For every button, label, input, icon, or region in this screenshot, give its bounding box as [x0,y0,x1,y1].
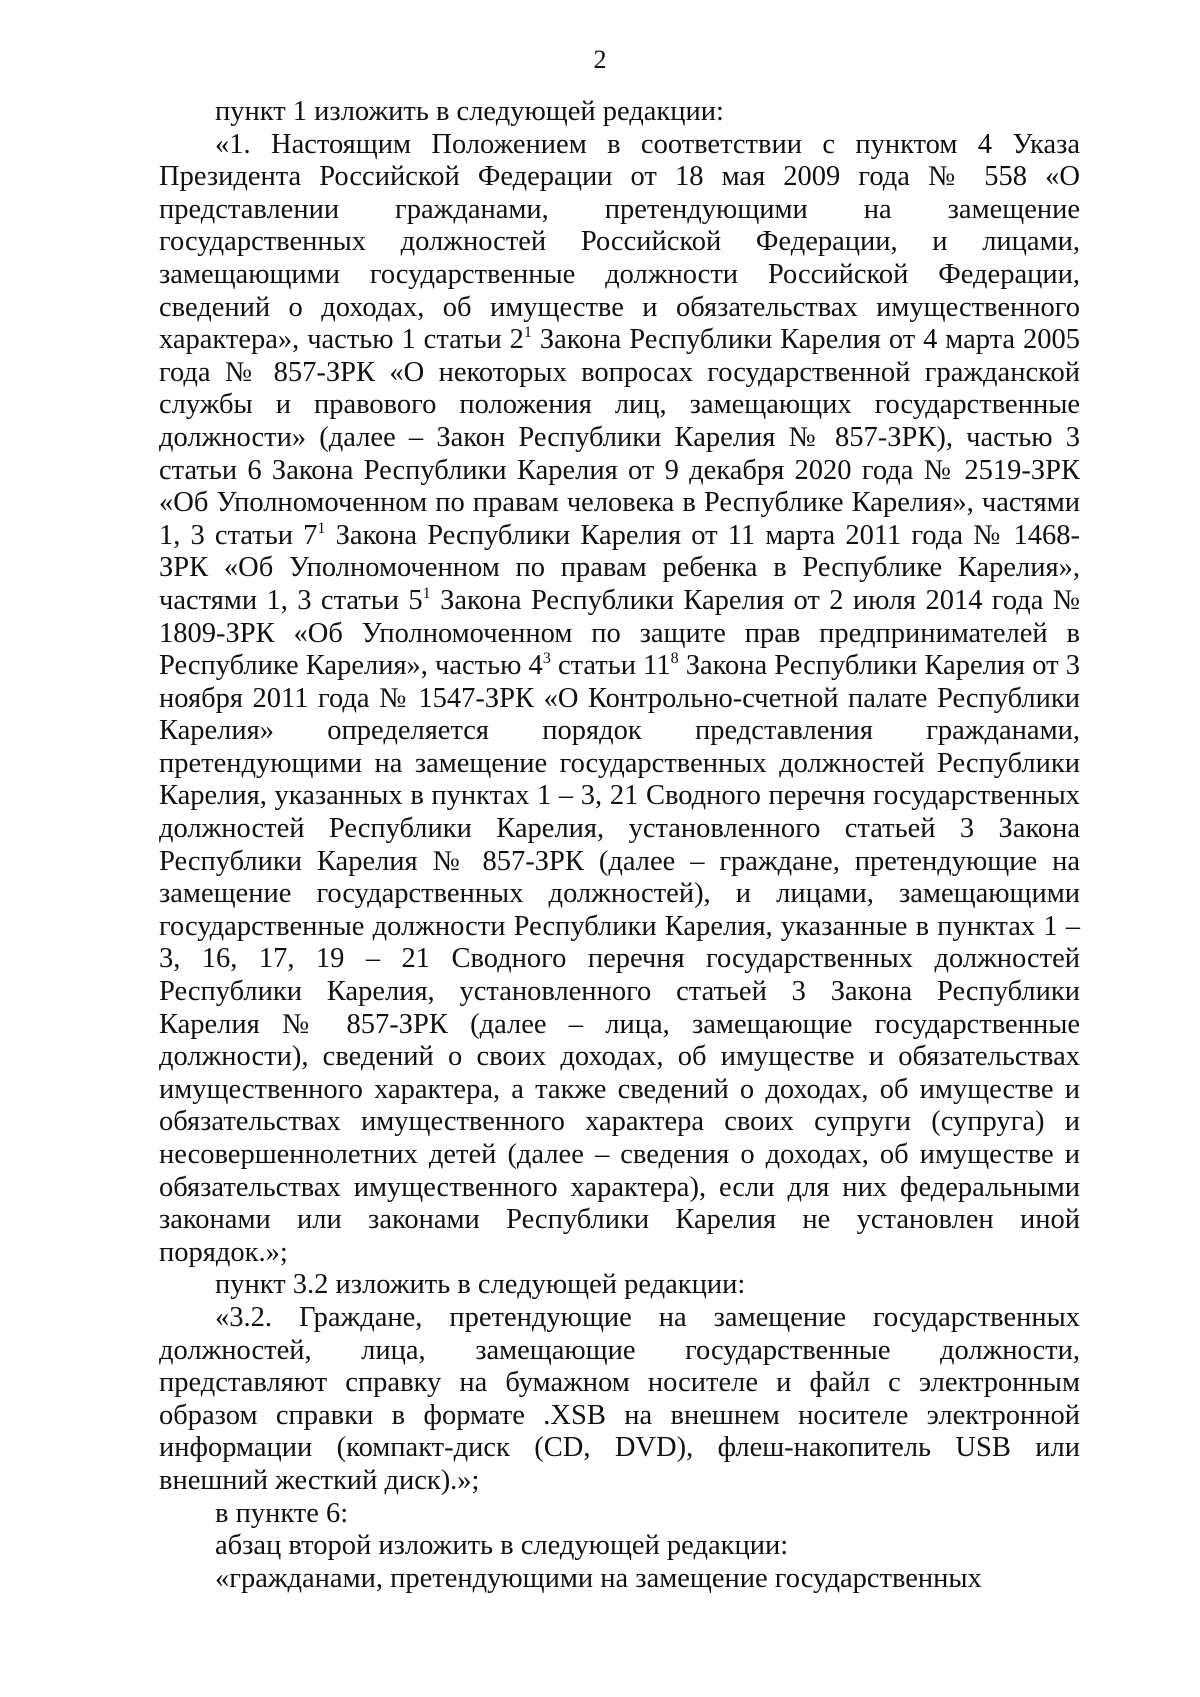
text-segment: пункт 1 изложить в следующей редакции: [215,96,724,127]
text-segment: Закона Республики Карелия от 11 марта 2011 года № 1468-ЗРК «Об Уполномоченном по правам ребенка в Республике Карелия», частями 1, 3 статьи 5 [159,519,1080,616]
paragraph-p4 [159,1302,1080,1498]
document-body [159,96,1080,1595]
text-segment: «1. Настоящим Положением в соответствии с пунктом 4 Указа Президента Российской Федерации от 18 мая 2009 года № 558 «О представлении гражданами, претендующими на замещение государственных должностей Российской Федерации, и лицами, замещающими государственные должности Российской Федерации, сведений о доходах, об имуществе и обязательствах имущественного характера», частью 1 статьи 2 [159,128,1080,356]
text-segment: Закона Республики Карелия от 4 марта 2005 года № 857-ЗРК «О некоторых вопросах государственной гражданской службы и правового положения лиц, замещающих государственные должности» (далее – Закон Республики Карелия № 857-ЗРК), частью 3 статьи 6 Закона Республики Карелия от 9 декабря 2020 года № 2519-ЗРК «Об Уполномоченном по правам человека в Республике Карелия», частями 1, 3 статьи 7 [159,324,1080,551]
text-segment: Закона Республики Карелия от 3 ноября 2011 года № 1547-ЗРК «О Контрольно-счетной палате Республики Карелия» определяется порядок представления гражданами, претендующими на замещение государственных должностей Республики Карелия, указанных в пунктах 1 – 3, 21 Сводного перечня государственных должностей Республики Карелия, установленного статьей 3 Закона Республики Карелия № 857-ЗРК (далее – граждане, претендующие на замещение государственных должностей), и лицами, замещающими государственные должности Республики Карелия, указанные в пунктах 1 – 3, 16, 17, 19 – 21 Сводного перечня государственных должностей Республики Карелия, установленного статьей 3 Закона Республики Карелия № 857-ЗРК (далее – лица, замещающие государственные должности), сведений о своих доходах, об имуществе и обязательствах имущественного характера, а также сведений о доходах, об имуществе и обязательствах имущественного характера своих супруги (супруга) и несовершеннолетних детей (далее – сведения о доходах, об имуществе и обязательствах имущественного характера), если для них федеральными законами или законами Республики Карелия не установлен иной порядок.»; [159,650,1080,1268]
text-segment: пункт 3.2 изложить в следующей редакции: [215,1269,746,1301]
paragraph-p1 [159,96,1080,129]
text-segment: статьи 11 [550,650,671,682]
paragraph-p7 [159,1563,1080,1596]
paragraph-p2 [159,129,1080,1270]
paragraph-p5 [159,1498,1080,1531]
paragraph-p3 [159,1269,1080,1302]
superscript: 1 [422,584,431,602]
text-segment: «3.2. Граждане, претендующие на замещение государственных должностей, лица, замещающие государственные должности, представляют справку на бумажном носителе и файл с электронным образом справки в формате .XSB на внешнем носителе электронной информации (компакт-диск (CD, DVD), флеш-накопитель USB или внешний жесткий диск).»; [159,1301,1080,1496]
text-segment: абзац второй изложить в следующей редакции: [215,1530,789,1562]
superscript: 1 [523,324,532,342]
paragraph-p6 [159,1530,1080,1563]
superscript: 1 [317,519,326,537]
text-segment: в пункте 6: [215,1497,349,1529]
text-segment: Закона Республики Карелия от 2 июля 2014 года № 1809-ЗРК «Об Уполномоченном по защите прав предпринимателей в Республике Карелия», частью 4 [159,584,1080,682]
page-number: 2 [593,45,607,74]
text-segment: «гражданами, претендующими на замещение государственных [215,1562,982,1594]
superscript: 8 [670,650,679,668]
superscript: 3 [542,650,551,668]
